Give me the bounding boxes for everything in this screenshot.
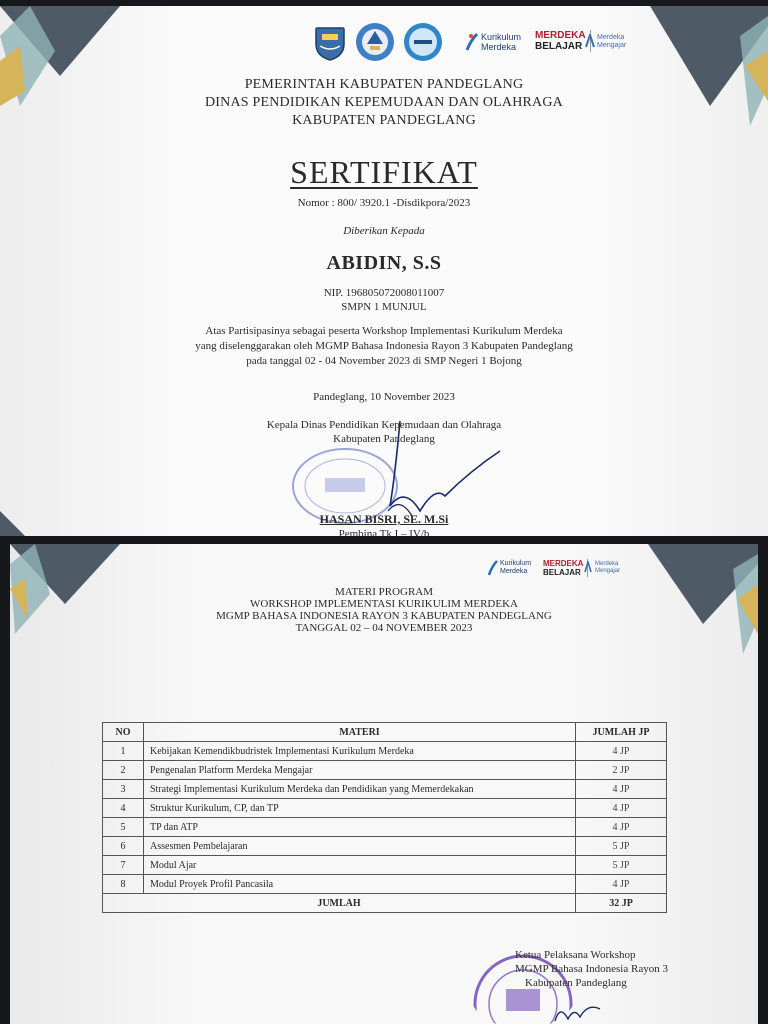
total-label: JUMLAH [103, 894, 576, 913]
description-line: pada tanggal 02 - 04 November 2023 di SMP Negeri 1 Bojong [246, 355, 522, 367]
organization-badge-icon [403, 22, 443, 62]
row-materi: Modul Proyek Profil Pancasila [144, 875, 576, 894]
logo-text-line: MERDEKA [543, 559, 584, 568]
signer-name: HASAN BISRI, SE. M.Si [319, 512, 449, 526]
table-header-row [103, 723, 667, 742]
row-materi: TP dan ATP [144, 818, 576, 837]
table-row [103, 780, 667, 799]
row-jp: 4 JP [576, 780, 667, 799]
row-jp: 4 JP [576, 875, 667, 894]
row-number: 8 [103, 875, 144, 894]
merdeka-belajar-logo [535, 30, 591, 52]
signer-title-line: MGMP Bahasa Indonesia Rayon 3 [515, 963, 668, 975]
kurikulum-merdeka-logo [500, 560, 531, 576]
kurikulum-merdeka-logo [481, 32, 521, 52]
row-jp: 5 JP [576, 856, 667, 875]
row-materi: Assesmen Pembelajaran [144, 837, 576, 856]
table-row [103, 837, 667, 856]
signer-title-line: Ketua Pelaksana Workshop [515, 949, 636, 961]
row-jp: 4 JP [576, 799, 667, 818]
merdeka-mengajar-logo [597, 34, 626, 50]
kurikulum-merdeka-icon [488, 560, 498, 576]
recipient-school: SMPN 1 MUNJUL [341, 301, 427, 313]
row-jp: 2 JP [576, 761, 667, 780]
signer-title-line: Kabupaten Pandeglang [333, 433, 435, 445]
row-materi: Pengenalan Platform Merdeka Mengajar [144, 761, 576, 780]
signer-title-line: Kepala Dinas Pendidikan Kepemudaan dan Olahraga [266, 419, 502, 431]
logo-text-line: Merdeka [481, 42, 517, 52]
tut-wuri-handayani-icon [355, 22, 395, 62]
description-line: yang diselenggarakan oleh MGMP Bahasa Indonesia Rayon 3 Kabupaten Pandeglang [195, 340, 573, 352]
header-line: MATERI PROGRAM [334, 586, 434, 598]
merdeka-mengajar-icon [585, 34, 595, 48]
header-line: DINAS PENDIDIKAN KEPEMUDAAN DAN OLAHRAGA [205, 95, 563, 110]
row-materi: Kebijakan Kemendikbudristek Implementasi Kurikulum Merdeka [144, 742, 576, 761]
table-row [103, 856, 667, 875]
column-header-no: NO [103, 723, 144, 742]
row-number: 2 [103, 761, 144, 780]
recipient-name: ABIDIN, S.S [326, 252, 442, 274]
row-materi: Modul Ajar [144, 856, 576, 875]
logo-text-line: Kurikulum [481, 32, 522, 42]
program-signer-title [515, 948, 668, 990]
header-line: PEMERINTAH KABUPATEN PANDEGLANG [244, 77, 524, 92]
header-line: TANGGAL 02 – 04 NOVEMBER 2023 [295, 622, 473, 634]
merdeka-mengajar-icon [584, 561, 592, 573]
signer-title-line: Kabupaten Pandeglang [525, 977, 627, 989]
program-sheet [10, 544, 758, 1024]
signer-rank: Pembina Tk I – IV/b [338, 528, 430, 536]
logo-text-line: BELAJAR [535, 41, 583, 52]
kurikulum-merdeka-icon [465, 32, 479, 52]
recipient-details [0, 286, 768, 314]
given-to-label: Diberikan Kepada [343, 225, 425, 237]
row-number: 1 [103, 742, 144, 761]
table-total-row [103, 894, 667, 913]
logo-text-line: Mengajar [595, 568, 621, 574]
column-header-jp: JUMLAH JP [576, 723, 667, 742]
materials-table [102, 722, 667, 913]
column-header-materi: MATERI [144, 723, 576, 742]
signature [550, 999, 610, 1024]
logo-text-line: Mengajar [597, 42, 627, 49]
logo-text-line: MERDEKA [535, 30, 586, 41]
row-number: 3 [103, 780, 144, 799]
program-header [10, 586, 758, 634]
row-number: 4 [103, 799, 144, 818]
place-date: Pandeglang, 10 November 2023 [313, 391, 455, 403]
total-value: 32 JP [576, 894, 667, 913]
table-row [103, 761, 667, 780]
table-row [103, 742, 667, 761]
logo-text-line: Merdeka [595, 561, 619, 567]
header-line: MGMP BAHASA INDONESIA RAYON 3 KABUPATEN PANDEGLANG [216, 610, 552, 622]
logo-text-line: Merdeka [597, 34, 625, 41]
row-jp: 5 JP [576, 837, 667, 856]
row-number: 6 [103, 837, 144, 856]
description-line: Atas Partisipasinya sebagai peserta Workshop Implementasi Kurikulum Merdeka [205, 325, 563, 337]
signer-block [0, 512, 768, 536]
merdeka-mengajar-logo [595, 561, 620, 575]
row-jp: 4 JP [576, 742, 667, 761]
logo-text-line: Merdeka [500, 568, 528, 575]
merdeka-belajar-logo [543, 559, 588, 577]
certificate-sheet [0, 6, 768, 536]
row-number: 5 [103, 818, 144, 837]
logo-row [305, 18, 635, 64]
row-materi: Struktur Kurikulum, CP, dan TP [144, 799, 576, 818]
logo-text-line: BELAJAR [543, 568, 581, 577]
row-number: 7 [103, 856, 144, 875]
table-row [103, 799, 667, 818]
pandeglang-crest-icon [310, 22, 350, 62]
row-jp: 4 JP [576, 818, 667, 837]
recipient-nip: NIP. 196805072008011007 [323, 287, 445, 299]
certificate-description [0, 324, 768, 369]
certificate-title: SERTIFIKAT [290, 154, 478, 190]
logo-text-line: Kurikulum [500, 560, 532, 567]
header-line: KABUPATEN PANDEGLANG [292, 113, 476, 128]
logo-row [488, 556, 648, 582]
row-materi: Strategi Implementasi Kurikulum Merdeka dan Pendidikan yang Memerdekakan [144, 780, 576, 799]
certificate-number: Nomor : 800/ 3920.1 -Disdikpora/2023 [297, 197, 471, 209]
table-row [103, 875, 667, 894]
header-line: WORKSHOP IMPLEMENTASI KURIKULIM MERDEKA [250, 598, 518, 610]
certificate-header [0, 76, 768, 130]
table-row [103, 818, 667, 837]
